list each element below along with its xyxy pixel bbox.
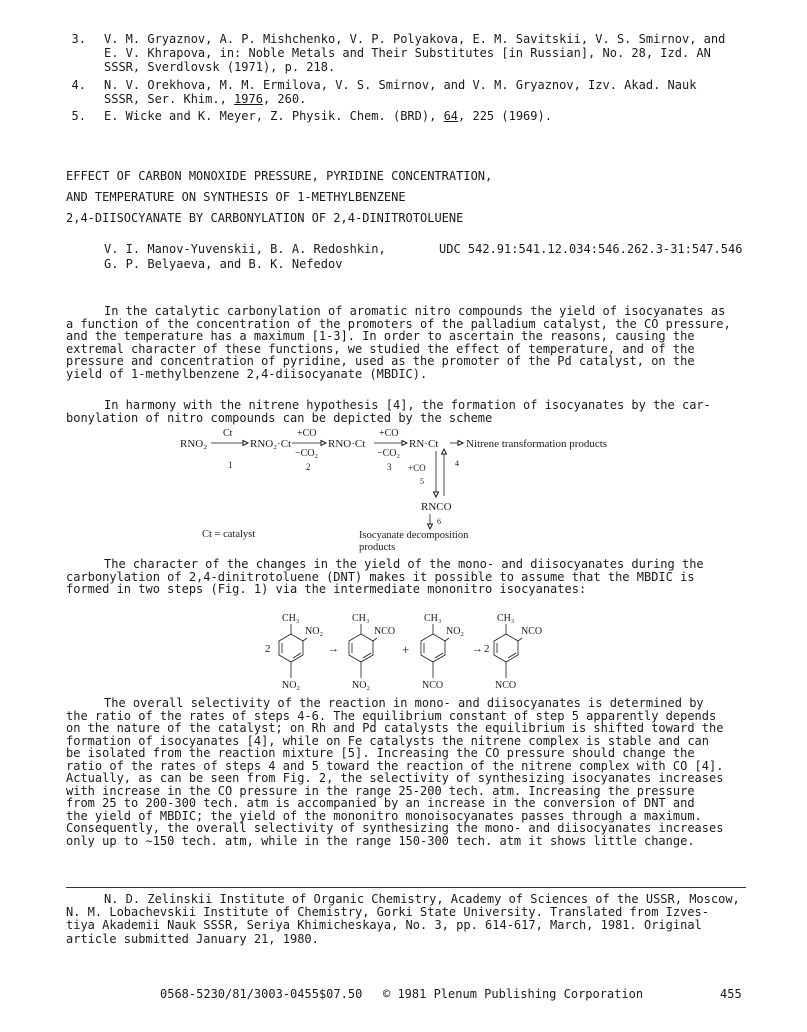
two-step-reaction xyxy=(0,604,807,694)
step-label-3: 3 xyxy=(387,462,392,472)
substituent-side: NCO xyxy=(521,626,543,637)
molecule-diisocyanate xyxy=(494,613,542,691)
text-line: carbonylation of 2,4-dinitrotoluene (DNT) makes it possible to assume that the MBDIC is xyxy=(66,569,695,584)
minus-co2-label-1: −CO₂ xyxy=(295,448,319,459)
text-line: formation of isocyanates [4], while on Fe catalysts the nitrene complex is stable and can xyxy=(66,733,709,748)
text-line: Consequently, the overall selectivity of synthesizing the mono- and diisocyanates increases xyxy=(66,821,724,835)
text-line: from 25 to 200-300 tech. atm is accompanied by an increase in the conversion of DNT and xyxy=(66,796,695,810)
reference-number: 5. xyxy=(71,109,86,123)
coefficient-left: 2 xyxy=(265,643,271,655)
substituent-bottom: NCO xyxy=(422,680,444,691)
text-line: on the nature of the catalyst; on Rh and Pd catalysts the equilibrium is shifted toward the xyxy=(66,721,724,735)
text-line: N. M. Lobachevskii Institute of Chemistry, Gorki State University. Translated from Izves- xyxy=(66,905,709,920)
step-label-1: 1 xyxy=(228,460,233,470)
text-line: the ratio of the rates of steps 4-6. The equilibrium constant of step 5 apparently depends xyxy=(66,708,717,723)
reaction-arrow-1: → xyxy=(328,643,339,655)
step-label-5: 5 xyxy=(420,477,424,486)
reference-line: V. M. Gryaznov, A. P. Mishchenko, V. P. Polyakova, E. M. Savitskii, V. S. Smirnov, and xyxy=(104,32,726,46)
text-line: N. D. Zelinskii Institute of Organic Chemistry, Academy of Sciences of the USSR, Moscow, xyxy=(104,892,740,906)
authors-line-2: G. P. Belyaeva, and B. K. Nefedov xyxy=(104,257,343,271)
substituent-top: CH₃ xyxy=(352,613,370,624)
footnote-divider xyxy=(66,887,746,888)
text-line: a function of the concentration of the promoters of the palladium catalyst, the CO pressure, xyxy=(66,316,731,331)
benzene-ring xyxy=(279,634,303,662)
substituent-side: NCO xyxy=(374,626,396,637)
decomposition-products-line-2: products xyxy=(359,542,396,553)
text-line: yield of 1-methylbenzene 2,4-diisocyanate (MBDIC). xyxy=(66,366,428,381)
plus-co-label-1: +CO xyxy=(297,428,317,439)
text-line: The character of the changes in the yield of the mono- and diisocyanates during the xyxy=(104,557,704,571)
reference-line: N. V. Orekhova, M. M. Ermilova, V. S. Smirnov, and V. M. Gryaznov, Izv. Akad. Nauk xyxy=(104,78,697,92)
molecule-dinitrotoluene xyxy=(279,613,323,691)
molecule-nitro-isocyanate-b xyxy=(421,613,464,691)
decomposition-products-line-1: Isocyanate decomposition xyxy=(359,530,469,541)
text-line: be isolated from the reaction mixture [5]. Increasing the CO pressure should change the xyxy=(66,746,695,760)
molecule-nitro-isocyanate-a xyxy=(349,613,395,691)
text-line: ratio of the rates of steps 4 and 5 toward the reaction of the nitrene complex with CO [4]. xyxy=(66,758,724,773)
step-label-6: 6 xyxy=(437,517,441,526)
article-title-line-1: EFFECT OF CARBON MONOXIDE PRESSURE, PYRIDINE CONCENTRATION, xyxy=(66,169,493,183)
text-line: Actually, as can be seen from Fig. 2, the selectivity of synthesizing isocyanates increases xyxy=(66,771,724,785)
catalyst-note: Ct = catalyst xyxy=(202,529,256,540)
text-line: only up to ∼150 tech. atm, while in the range 150-300 tech. atm it shows little change. xyxy=(66,833,695,848)
paragraph-2 xyxy=(66,399,711,424)
substituent-top: CH₃ xyxy=(424,613,442,624)
minus-co2-label-2: −CO₂ xyxy=(377,448,401,459)
substituent-bottom: NO₂ xyxy=(282,680,300,691)
substituent-bottom: NCO xyxy=(495,680,517,691)
paragraph-1 xyxy=(66,305,731,380)
text-line: with increase in the CO pressure in the range 25-200 tech. atm. Increasing the pressure xyxy=(66,783,695,798)
text-line: pressure and concentration of pyridine, used as the promoter of the Pd catalyst, on the xyxy=(66,354,695,368)
reaction-plus: + xyxy=(402,642,410,657)
species-rno2-ct: RNO₂·Ct xyxy=(250,438,292,450)
step-label-2: 2 xyxy=(306,462,311,472)
benzene-ring xyxy=(349,634,373,662)
reaction-arrow-2: → xyxy=(472,643,483,655)
benzene-ring xyxy=(494,634,518,662)
affiliation-footnote xyxy=(66,893,740,946)
text-line: formed in two steps (Fig. 1) via the intermediate mononitro isocyanates: xyxy=(66,582,587,596)
text-line: bonylation of nitro compounds can be depicted by the scheme xyxy=(66,410,493,425)
paragraph-4 xyxy=(66,697,723,847)
paragraph-3 xyxy=(66,558,704,596)
reference-line: E. V. Khrapova, in: Noble Metals and Their Substitutes [in Russian], No. 28, Izd. AN xyxy=(104,46,711,60)
reference-line: SSSR, Ser. Khim., 1976, 260. xyxy=(104,92,307,106)
text-line: extremal character of these functions, we studied the effect of temperature, and of the xyxy=(66,341,695,356)
text-line: In harmony with the nitrene hypothesis [4], the formation of isocyanates by the car- xyxy=(104,398,711,412)
udc-code: UDC 542.91:541.12.034:546.262.3-31:547.546 xyxy=(439,242,743,256)
text-line: In the catalytic carbonylation of aromatic nitro compounds the yield of isocyanates as xyxy=(104,304,726,318)
reaction-scheme xyxy=(0,424,807,554)
substituent-side: NO₂ xyxy=(446,626,464,637)
reference-number: 4. xyxy=(71,78,86,92)
footer-copyright: © 1981 Plenum Publishing Corporation xyxy=(383,987,644,1001)
species-rno-ct: RNO·Ct xyxy=(328,438,366,450)
reference-line: E. Wicke and K. Meyer, Z. Physik. Chem. (BRD), 64, 225 (1969). xyxy=(104,109,552,123)
reference-number: 3. xyxy=(71,32,86,46)
benzene-ring xyxy=(421,634,445,662)
volume-number: 64 xyxy=(443,109,459,123)
page-number: 455 xyxy=(720,987,742,1001)
text-line: and the temperature has a maximum [1-3]. In order to ascertain the reasons, causing the xyxy=(66,329,695,343)
arrow-label-catalyst: Ct xyxy=(223,428,233,439)
article-title-line-3: 2,4-DIISOCYANATE BY CARBONYLATION OF 2,4-DINITROTOLUENE xyxy=(66,211,464,225)
step-label-4: 4 xyxy=(455,459,459,468)
plus-co-vertical: +CO xyxy=(408,463,426,473)
text-line: The overall selectivity of the reaction in mono- and diisocyanates is determined by xyxy=(104,696,704,710)
substituent-top: CH₃ xyxy=(282,613,300,624)
species-rn-ct: RN·Ct xyxy=(409,438,439,450)
plus-co-label-2: +CO xyxy=(379,428,399,439)
species-rnco: RNCO xyxy=(421,501,452,513)
reference-line: SSSR, Sverdlovsk (1971), p. 218. xyxy=(104,60,336,74)
volume-year: 1976 xyxy=(234,92,263,106)
nitrene-transformation-products: Nitrene transformation products xyxy=(466,438,608,450)
article-title-line-2: AND TEMPERATURE ON SYNTHESIS OF 1-METHYLBENZENE xyxy=(66,190,406,204)
authors-line-1: V. I. Manov-Yuvenskii, B. A. Redoshkin, xyxy=(104,242,386,256)
footer-code: 0568-5230/81/3003-0455$07.50 xyxy=(160,987,363,1001)
coefficient-right: 2 xyxy=(484,643,490,655)
substituent-top: CH₃ xyxy=(497,613,515,624)
species-rno2: RNO₂ xyxy=(180,438,208,450)
text-line: tiya Akademii Nauk SSSR, Seriya Khimicheskaya, No. 3, pp. 614-617, March, 1981. Original xyxy=(66,918,702,933)
substituent-bottom: NO₂ xyxy=(352,680,370,691)
substituent-side: NO₂ xyxy=(305,626,323,637)
text-line: article submitted January 21, 1980. xyxy=(66,931,319,946)
text-line: the yield of MBDIC; the yield of the mononitro monoisocyanates passes through a maximum. xyxy=(66,808,702,823)
